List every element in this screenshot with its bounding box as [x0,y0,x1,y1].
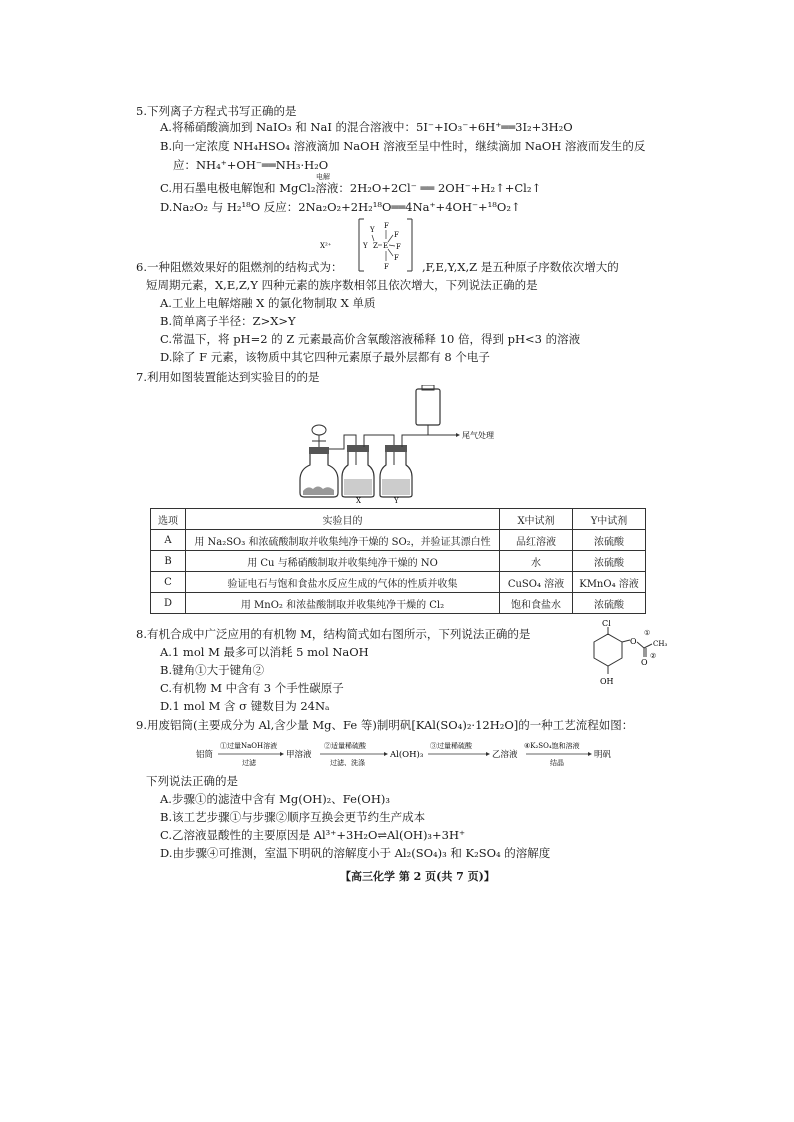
flow-step3-top: ③过量稀硫酸 [430,742,472,750]
q8-option-d: D.1 mol M 含 σ 键数目为 24Nₐ [160,699,330,713]
table-cell: D [151,593,186,614]
tail-gas-label: 尾气处理 [462,431,494,440]
q9-option-b: B.该工艺步骤①与步骤②顺序互换会更节约生产成本 [160,810,426,824]
table-cell: 品红溶液 [500,530,573,551]
table-cell: KMnO₄ 溶液 [573,572,646,593]
cl-label: Cl [602,620,611,628]
q8-option-a: A.1 mol M 最多可以消耗 5 mol NaOH [160,645,369,659]
flow-product3: 乙溶液 [492,750,518,760]
q9-option-d: D.由步骤④可推测，室温下明矾的溶解度小于 Al₂(SO₄)₃ 和 K₂SO₄ 的溶解度 [160,846,551,860]
q5-stem: 5.下列离子方程式书写正确的是 [136,104,297,118]
svg-text:F: F [396,243,401,251]
flow-product2: Al(OH)₃ [390,750,424,760]
svg-text:F: F [384,263,389,271]
q8-option-c: C.有机物 M 中含有 3 个手性碳原子 [160,681,344,695]
q6-option-d: D.除了 F 元素，该物质中其它四种元素原子最外层都有 8 个电子 [160,350,490,364]
table-row [151,551,646,572]
header-x: X中试剂 [500,509,573,530]
q5-option-b-line1: B.向一定浓度 NH₄HSO₄ 溶液滴加 NaOH 溶液至呈中性时，继续滴加 NaOH 溶液而发生的反 [160,139,646,153]
o-carbonyl-label: O [641,658,648,667]
q6-option-a: A.工业上电解熔融 X 的氯化物制取 X 单质 [160,296,376,310]
flow-end: 明矾 [594,750,612,760]
q5-option-a: A.将稀硝酸滴加到 NaIO₃ 和 NaI 的混合溶液中：5I⁻+IO₃⁻+6H⁺══3I₂+3H₂O [160,120,573,134]
q6-stem-line1: 6.一种阻燃效果好的阻燃剂的结构式为： [136,260,343,274]
q9-option-a: A.步骤①的滤渣中含有 Mg(OH)₂、Fe(OH)₃ [160,792,390,806]
q9-lead: 下列说法正确的是 [146,774,238,788]
ch3-label: CH₃ [653,640,668,648]
q9-flowchart [196,737,626,771]
q8-stem: 8.有机合成中广泛应用的有机物 M，结构简式如右图所示，下列说法正确的是 [136,627,531,641]
table-row [151,530,646,551]
q5-option-d: D.Na₂O₂ 与 H₂¹⁸O 反应：2Na₂O₂+2H₂¹⁸O══4Na⁺+4OH⁻+¹⁸O₂↑ [160,200,521,214]
x-bottle-label: X [356,497,361,503]
table-cell: B [151,551,186,572]
table-cell: 验证电石与饱和食盐水反应生成的气体的性质并收集 [186,572,500,593]
struct-x-ion: X²⁺ [320,242,332,250]
q9-stem: 9.用废铝筒(主要成分为 Al,含少量 Mg、Fe 等)制明矾[KAl(SO₄)₂·12H₂O]的一种工艺流程如图： [136,718,634,732]
svg-text:F: F [384,222,389,230]
q5-electrolysis-label: 电解 [316,173,330,181]
table-cell: A [151,530,186,551]
table-row [151,593,646,614]
svg-text:E: E [383,242,389,250]
q8-structure-diagram [572,620,672,692]
q6-stem-line2: 短周期元素，X,E,Z,Y 四种元素的族序数相邻且依次增大，下列说法正确的是 [146,278,538,292]
flow-step4-top: ④K₂SO₄饱和溶液 [524,742,580,750]
q7-stem: 7.利用如图装置能达到实验目的的是 [136,370,320,384]
q5-option-b-line2: 应：NH₄⁺+OH⁻══NH₃·H₂O [173,158,329,172]
header-purpose: 实验目的 [186,509,500,530]
q9-option-c: C.乙溶液显酸性的主要原因是 Al³⁺+3H₂O⇌Al(OH)₃+3H⁺ [160,828,466,842]
table-row [151,572,646,593]
svg-text:Y: Y [363,242,368,250]
table-cell: C [151,572,186,593]
q7-apparatus-diagram [298,385,518,503]
q6-option-b: B.简单离子半径：Z>X>Y [160,314,296,328]
table-cell: 用 Cu 与稀硝酸制取并收集纯净干燥的 NO [186,551,500,572]
table-cell: 浓硫酸 [573,593,646,614]
table-cell: 水 [500,551,573,572]
header-y: Y中试剂 [573,509,646,530]
flow-step2-bottom: 过滤、洗涤 [330,759,365,767]
q6-stem-line1-tail: ,F,E,Y,X,Z 是五种原子序数依次增大的 [422,260,619,274]
flow-product1: 甲溶液 [286,750,312,760]
table-header-row [151,509,646,530]
flow-step1-top: ①过量NaOH溶液 [220,742,278,750]
svg-text:F: F [394,254,399,262]
flow-step4-bottom: 结晶 [550,759,564,767]
o-ester-label: O [630,637,637,646]
bond-angle-1-label: ① [644,629,651,637]
table-cell: 用 Na₂SO₃ 和浓硫酸制取并收集纯净干燥的 SO₂，并验证其漂白性 [186,530,500,551]
q8-option-b: B.键角①大于键角② [160,663,265,677]
table-cell: 浓硫酸 [573,551,646,572]
q7-table [150,508,646,614]
table-cell: 饱和食盐水 [500,593,573,614]
q5-option-c: C.用石墨电极电解饱和 MgCl₂溶液：2H₂O+2Cl⁻ ══ 2OH⁻+H₂↑+Cl₂↑ [160,181,542,195]
page-footer: 【高三化学 第 2 页(共 7 页)】 [340,870,495,883]
table-cell: CuSO₄ 溶液 [500,572,573,593]
svg-text:Z: Z [373,242,378,250]
table-cell: 用 MnO₂ 和浓盐酸制取并收集纯净干燥的 Cl₂ [186,593,500,614]
oh-label: OH [600,677,614,686]
q6-option-c: C.常温下，将 pH=2 的 Z 元素最高价含氧酸溶液稀释 10 倍，得到 pH<3 的溶液 [160,332,581,346]
y-bottle-label: Y [394,497,399,503]
flow-step2-top: ②适量稀硫酸 [324,742,366,750]
flow-step1-bottom: 过滤 [242,759,256,767]
bond-angle-2-label: ② [650,652,657,660]
svg-text:Y: Y [370,226,375,234]
header-option: 选项 [151,509,186,530]
table-cell: 浓硫酸 [573,530,646,551]
svg-text:F: F [394,231,399,239]
flow-start: 铝筒 [196,750,214,760]
